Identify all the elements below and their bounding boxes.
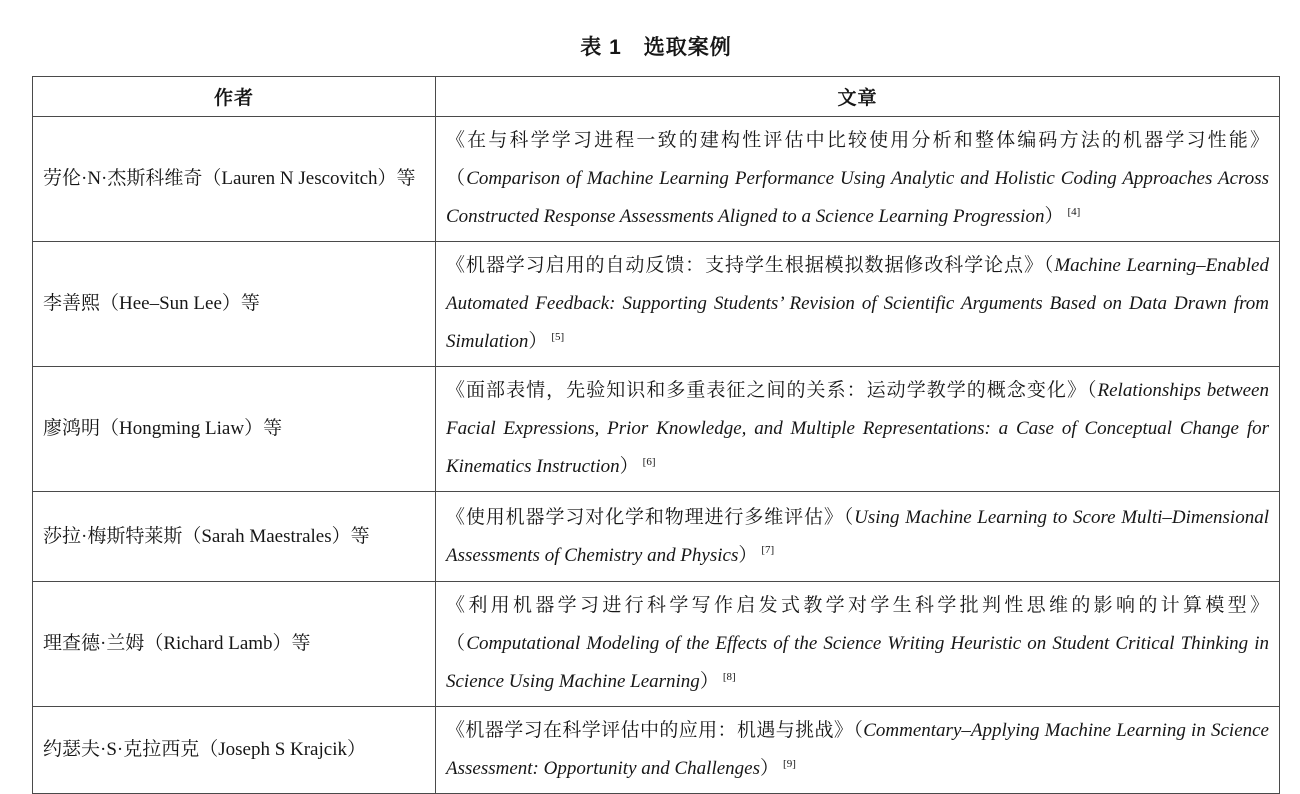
author-cell — [33, 582, 436, 707]
author-cell — [33, 707, 436, 794]
table-row — [33, 707, 1280, 794]
article-cell — [436, 367, 1280, 492]
article-close-paren: ） — [699, 671, 719, 692]
header-row — [33, 77, 1280, 117]
article-cell — [436, 707, 1280, 794]
table-row — [33, 492, 1280, 582]
author-name: 莎拉·梅斯特莱斯（Sarah Maestrales）等 — [43, 525, 370, 547]
article-title-en: Comparison of Machine Learning Performance Using Analytic and Holistic Coding Approaches Across Constructed Response Assessments Aligned to a Science Learning Progression — [446, 168, 1269, 227]
article-title-zh: 《利用机器学习进行科学写作启发式教学对学生科学批判性思维的影响的计算模型》（ — [446, 595, 1269, 654]
article-title-zh: 《在与科学学习进程一致的建构性评估中比较使用分析和整体编码方法的机器学习性能》（ — [446, 130, 1269, 189]
article-cell — [436, 117, 1280, 242]
author-cell — [33, 492, 436, 582]
citation-ref: [9] — [783, 757, 796, 770]
article-title-en: Using Machine Learning to Score Multi–Dimensional Assessments of Chemistry and Physics — [446, 506, 1269, 566]
article-title-en: Machine Learning–Enabled Automated Feedback: Supporting Students’ Revision of Scientific Arguments Based on Data Drawn from Simulation — [446, 255, 1269, 352]
citation-ref: [5] — [551, 330, 565, 343]
article-title-en: Commentary–Applying Machine Learning in Science Assessment: Opportunity and Challenges — [446, 720, 1269, 779]
article-close-paren: ） — [1044, 206, 1064, 227]
article-close-paren: ） — [619, 456, 639, 477]
document-page — [32, 0, 1280, 794]
article-title-zh: 《机器学习在科学评估中的应用：机遇与挑战》（ — [446, 720, 864, 741]
article-cell — [436, 582, 1280, 707]
article-title-zh: 《机器学习启用的自动反馈：支持学生根据模拟数据修改科学论点》（ — [446, 255, 1055, 276]
table-title: 表 1 选取案例 — [580, 36, 732, 59]
author-column-header: 作者 — [33, 77, 436, 117]
article-close-paren: ） — [528, 331, 548, 352]
citation-ref: [6] — [642, 455, 656, 468]
article-title-en: Relationships between Facial Expressions, Prior Knowledge, and Multiple Representations: a Case of Conceptual Change for Kinematics Instruction — [446, 380, 1269, 477]
author-name: 理查德·兰姆（Richard Lamb）等 — [43, 633, 311, 654]
table-row — [33, 117, 1280, 242]
citation-ref: [4] — [1067, 205, 1081, 218]
article-title-zh: 《面部表情，先验知识和多重表征之间的关系：运动学教学的概念变化》（ — [446, 380, 1098, 401]
table-row — [33, 367, 1280, 492]
author-name: 劳伦·N·杰斯科维奇（Lauren N Jescovitch）等 — [43, 168, 416, 189]
article-title-zh: 《使用机器学习对化学和物理进行多维评估》（ — [446, 506, 855, 528]
table-row — [33, 582, 1280, 707]
article-close-paren: ） — [738, 544, 758, 566]
author-name: 约瑟夫·S·克拉西克（Joseph S Krajcik） — [43, 739, 366, 760]
table-body — [33, 117, 1280, 794]
citation-ref: [8] — [722, 670, 736, 683]
author-cell — [33, 117, 436, 242]
author-name: 李善熙（Hee–Sun Lee）等 — [43, 293, 260, 314]
author-name: 廖鸿明（Hongming Liaw）等 — [43, 418, 283, 439]
cases-table — [32, 76, 1280, 794]
article-title-en: Computational Modeling of the Effects of the Science Writing Heuristic on Student Critical Thinking in Science Using Machine Learning — [446, 633, 1269, 692]
author-cell — [33, 367, 436, 492]
citation-ref: [7] — [761, 544, 775, 557]
article-close-paren: ） — [760, 758, 780, 779]
author-cell — [33, 242, 436, 367]
table-row — [33, 242, 1280, 367]
article-cell — [436, 492, 1280, 582]
article-column-header: 文章 — [436, 77, 1280, 117]
article-cell — [436, 242, 1280, 367]
